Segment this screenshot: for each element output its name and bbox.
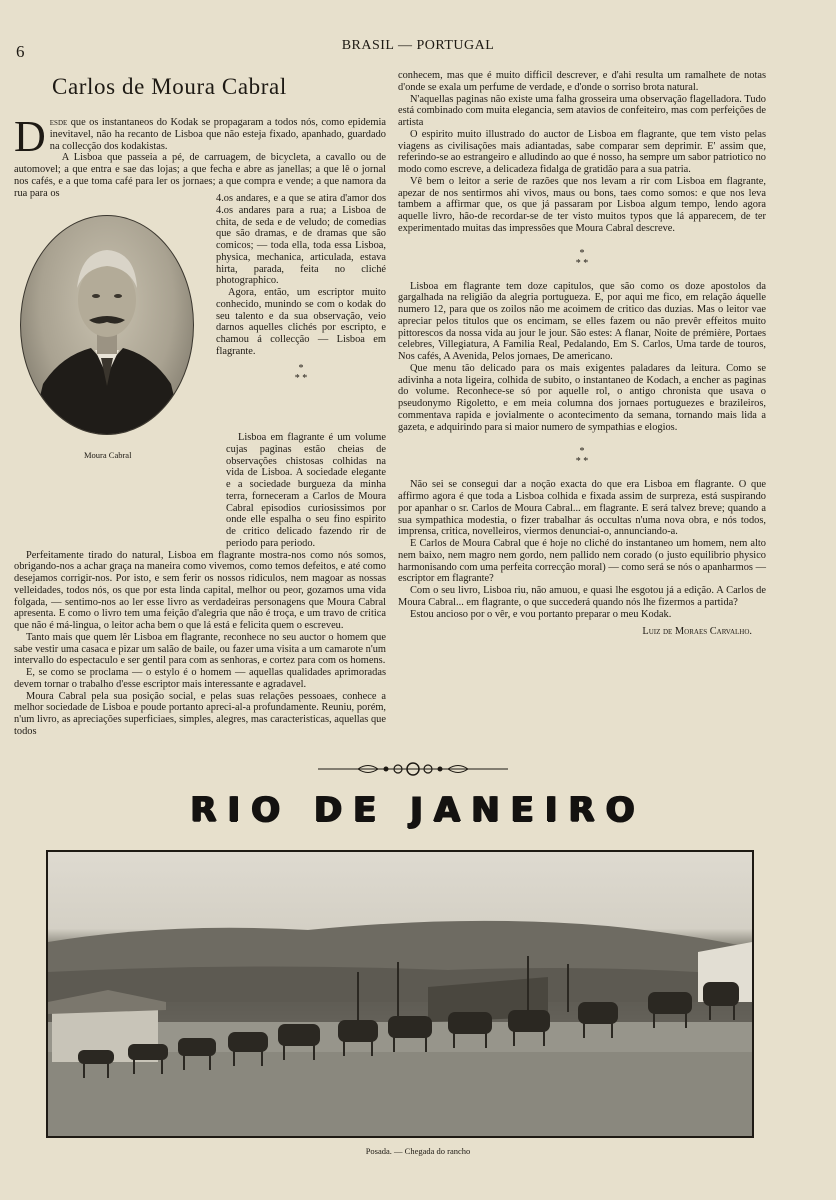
paragraph: Agora, então, um escriptor muito conhecido, munindo se com o kodak do seu talento e da sua observação, veio darnos aquelles clichés por escripto, e chamou á collecção — Lisboa em flagrante. [216, 287, 386, 357]
page-number: 6 [16, 42, 25, 61]
paragraph: E, se como se proclama — o estylo é o homem — aquellas qualidades aprimoradas devem tornar o trabalho d'esse escriptor mais interessante e agradavel. [14, 667, 386, 690]
paragraph: Lisboa em flagrante tem doze capitulos, que são como os doze apostolos da gargalhada na religião da alegria portugueza. E, por aqui me fico, em relação áquelle numero 12, para que os zoilos não me acoimem de critico das duzias. Mas o leitor vae apreciar pelos titulos que os encimam, se elles fazem ou não prevêr effeitos muito pittorescos da nossa vida au jour le jour. São estes: A flanar, Noite de prémière, Portaes celebres, Villegiatura, A Familia Real, Pedalando, Em S. Carlos, Uma tarde de touros, Nos cafés, A Avenida, Pelos jornaes, De americano. [398, 280, 766, 362]
author-portrait [20, 215, 194, 435]
paragraph: 4.os andares, e a que se atira d'amor dos 4.os andares para a rua; a Lisboa de chita, de seda e de veludo; de comedias que são dramas, e de dramas que são comicos; — toda ella, toda essa Lisboa, physica, mechanica, articulada, estava hirta, parada, feita no cliché photographico. [216, 193, 386, 287]
portrait-caption: Moura Cabral [84, 450, 132, 460]
paragraph: Moura Cabral pela sua posição social, e pelas suas relações pessoaes, conhece a melhor sociedade de Lisboa e poude portanto apreci-al-a profundamente. Reuniu, porém, n'um livro, as apreciações superficiaes, simples, alegres, mas caracteristicas, aquellas que todos [14, 690, 386, 737]
photo-caption: Posada. — Chegada do rancho [365, 1146, 471, 1156]
left-column-top [14, 112, 386, 199]
left-column-wrap [216, 193, 386, 390]
left-column-bottom [14, 432, 386, 738]
paragraph: Vê bem o leitor a serie de razões que nos levam a rir com Lisboa em flagrante, apezar de nos sentirmos ahi vivos, maus ou bons, taes como somos: e que nos leva tambem a affirmar que, os que já passaram por Lisboa algum tempo, lendo agora aquelle livro, hão-de recordar-se de ter visto muitos typos que lá apparecem, de ter experimentado muitas das impressões que Moura Cabral descreve. [398, 175, 766, 234]
paragraph: conhecem, mas que é muito difficil descrever, e d'ahi resulta um ramalhete de notas d'onde se exala um perfume de verdade, e d'onde o sorriso brota natural. [398, 70, 766, 93]
section-stars: * * * [294, 362, 308, 384]
paragraph: Perfeitamente tirado do natural, Lisboa em flagrante mostra-nos como nós somos, obrigando-nos a achar graça na maneira como vivemos, como temos defeitos, e até como desejamos corrigir-nos. Por isto, e sem ferir os nossos ridiculos, nem magoar as nossas velleidades, todos nós, os que por esta linda capital, melhor ou peor, gozamos uma vida folgada, — sentimo-nos ao ler esse livro as verdadeiras personagens que Moura Cabral apresenta. E como o livro tem uma feição d'alegria que não é troça, e um travo de critica que não é má-lingua, o leitor acha bem o que lá está e felicita quem o escreveu. [14, 549, 386, 631]
article-title: Carlos de Moura Cabral [52, 74, 287, 99]
paragraph: N'aquellas paginas não existe uma falha grosseira uma observação flagelladora. Tudo está combinado com muita elegancia, sem atavios de confeiteiro, mas com perfeições de artista [398, 93, 766, 128]
drop-cap: D [14, 112, 46, 161]
paragraph: que os instantaneos do Kodak se propagaram a todos nós, como epidemia inevitavel, não ha recanto de Lisboa que não esteja fixado, apanhado, guardado na collecção dos kodakistas. [49, 117, 386, 152]
right-column [398, 70, 766, 638]
paragraph: O espirito muito illustrado do auctor de Lisboa em flagrante, que tem visto pelas viagens as civilisações mais adiantadas, sabe comparar sem deprimir. E' assim que, referindo-se ao estrangeiro e alludindo ao que é nosso, ha sempre um sabor patriotico no modo como escreve, a delicadeza fidalga de gratidão para a sua patria. [398, 128, 766, 175]
section-heading: RIO DE JANEIRO [190, 790, 646, 830]
paragraph: A Lisboa que passeia a pé, de carruagem, de bicycleta, a cavallo ou de automovel; a que entra e sae das lojas; a que fecha e abre as janellas; a que lê o jornal nos cafés, e a que toma café para ler os jornaes; a que compra e vende; a que namora da rua para os [14, 152, 386, 199]
paragraph: Tanto mais que quem lêr Lisboa em flagrante, reconhece no seu auctor o homem que sabe vestir uma casaca e pizar um salão de baile, ou fazer uma visita a um camarote n'um intervallo do espectaculo e ser gentil para com as senhoras, e cortez para com os homens. [14, 631, 386, 667]
paragraph: Que menu tão delicado para os mais exigentes paladares da leitura. Como se adivinha a nota ligeira, colhida de subito, o instantaneo de Kodach, a encher as paginas do volume. Reconhece-se só por aquelle rol, o antigo chronista que usava o pseudonymo Rigoletto, e em meia columna dos jornaes portuguezes e brazileiros, commentava rapida e jovialmente o acontecimento da semana, tornando mais lida a gazeta, e adquirindo para si maior numero de sympathias e elogios. [398, 362, 766, 433]
paragraph: Com o seu livro, Lisboa riu, não amuou, e quasi lhe esgotou já a edição. A Carlos de Moura Cabral... em flagrante, o que succederá quando nós lhe fizermos a partida? [398, 585, 766, 608]
ornament-divider [318, 760, 508, 778]
lead-word: esde [49, 117, 68, 128]
running-title: BRASIL — PORTUGAL [341, 38, 495, 53]
signature: Luiz de Moraes Carvalho. [642, 626, 752, 638]
paragraph: E Carlos de Moura Cabral que é hoje no cliché do instantaneo um homem, nem alto nem baixo, nem magro nem gordo, nem pallido nem corado (o justo equilibrio physico harmonisando com uma perfeita correcção moral) — como será se nós o apanharmos — escriptor em flagrante? [398, 538, 766, 585]
paragraph: Não sei se consegui dar a noção exacta do que era Lisboa em flagrante. O que affirmo agora é que toda a Lisboa colhida e fixada assim de surpreza, está suspirando por apanhar o sr. Carlos de Moura Cabral... em flagrante. E será talvez breve; quando a sua sympathica modestia, o fizer trabalhar ás occultas n'uma nova obra, e nós todos, imprensa, critica, novelleiros, viermos denunciai-o, annunciando-a. [398, 479, 766, 538]
section-stars: * * * [575, 247, 589, 269]
section-stars: * * * [575, 446, 589, 468]
landscape-photo [46, 850, 754, 1138]
paragraph: Lisboa em flagrante é um volume cujas paginas estão cheias de observações chistosas colhidas na vida de Lisboa. A sociedade elegante e a sociedade burgueza da minha terra, forneceram a Carlos de Moura Cabral episodios curiosissimos por onde elle espalha o seu fino espirito de critico delicado fazendo rir de periodo para periodo. [226, 432, 386, 549]
paragraph: Estou ancioso por o vêr, e vou portanto preparar o meu Kodak. [410, 608, 672, 620]
